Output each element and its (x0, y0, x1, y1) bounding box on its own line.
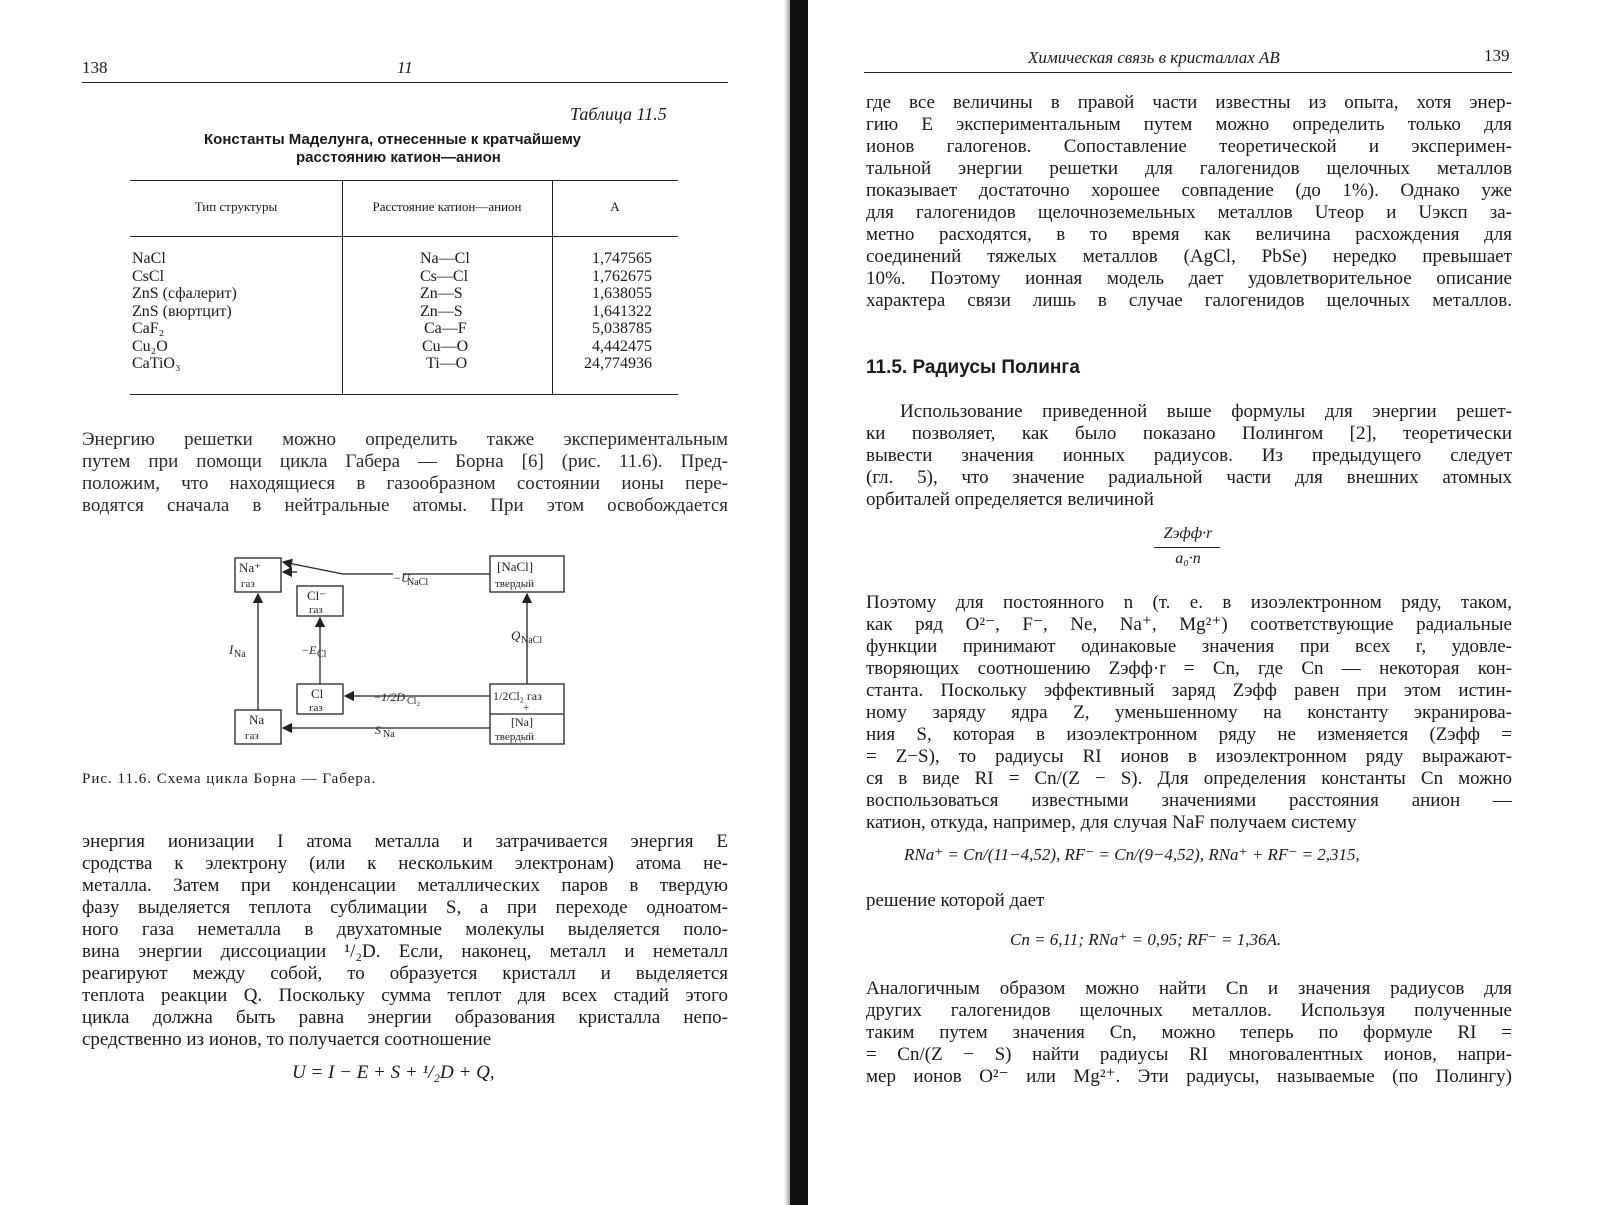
paragraph-haber-born-intro (82, 429, 728, 517)
box-label-nacl: [NaCl] (497, 559, 534, 574)
text-line: металла. Затем при конденсации металлических паров в твердую (82, 875, 728, 896)
text-line: = Z−S), то радиусы RI ионов в изоэлектронном ряду выражают- (866, 746, 1512, 767)
text-line: функции принимают одинаковые значения при всех r, удовле- (866, 636, 1512, 657)
paragraph-isoelectronic (866, 592, 1512, 834)
table-cell-distance: Cu—O (422, 337, 469, 355)
table-cell-distance: Na—Cl (420, 250, 470, 267)
box-label-cl: Cl (311, 686, 324, 701)
label-s-sub: Na (383, 729, 395, 740)
text-line: ионов галогенов. Сопоставление теоретической и эксперимен- (866, 136, 1512, 157)
chapter-number: 11 (397, 58, 413, 77)
table-cell-structure: ZnS (сфалерит) (132, 285, 237, 302)
born-haber-cycle-diagram (225, 550, 570, 750)
text-line: для галогенидов щелочноземельных металлов Uтеор и Uэксп за- (866, 202, 1512, 223)
text-line: 10%. Поэтому ионная модель дает удовлетворительное описание (866, 268, 1512, 289)
paragraph-cycle-description (82, 831, 728, 1051)
box-label-cl-state: газ (309, 702, 323, 714)
box-label-plus: + (523, 702, 530, 714)
table-cell-constant: 4,442475 (592, 337, 652, 355)
text-line: водятся сначала в нейтральные атомы. При этом освобождается (82, 495, 728, 516)
text-line: путем при помощи цикла Габера — Борна [6] (рис. 11.6). Пред- (82, 451, 728, 472)
text-line: теплота реакции Q. Поскольку сумма теплот для всех стадий этого (82, 985, 728, 1006)
text-line: гию E экспериментальным путем можно определить только для (866, 114, 1512, 135)
paragraph-energy-comparison (866, 92, 1512, 312)
label-e: −E (301, 643, 317, 657)
text-line: творяющих соотношению Zэфф·r = Cn, где Cn — некоторая кон- (866, 658, 1512, 679)
label-q: Q (511, 628, 521, 643)
text-line: мер ионов O²⁻ или Mg²⁺. Эти радиусы, называемые (по Полингу) (866, 1066, 1512, 1087)
header-rule-right (864, 72, 1512, 73)
box-label-cl-minus: Cl⁻ (307, 588, 327, 603)
label-i: I (229, 642, 234, 657)
text-line: других галогенидов щелочных металлов. Используя полученные (866, 1000, 1512, 1021)
text-line: Использование приведенной выше формулы для энергии решет- (900, 401, 1512, 422)
table-cell-constant: 1,747565 (592, 250, 652, 267)
text-line: положим, что находящиеся в газообразном состоянии ионы пере- (82, 473, 728, 494)
text-line: станта. Поскольку эффективный заряд Zэфф равен при этом истин- (866, 680, 1512, 701)
table-cell-structure: ZnS (вюртцит) (132, 302, 232, 320)
text-line: ки позволяет, как было показано Полингом [2], теоретически (866, 423, 1512, 444)
table-cell-constant: 1,762675 (592, 267, 652, 285)
formula-naf-system: RNa⁺ = Cn/(11−4,52), RF⁻ = Cn/(9−4,52), RNa⁺ + RF⁻ = 2,315, (904, 845, 1360, 864)
table-title-line1: Константы Маделунга, отнесенные к кратчайшему (204, 131, 581, 148)
table-header-constant: A (610, 199, 620, 214)
text-line: таким путем значения Cn, можно теперь по формуле RI = (866, 1022, 1512, 1043)
solution-intro: решение которой дает (866, 890, 1045, 911)
table-cell-structure: CaF₂ (132, 320, 165, 337)
paragraph-multivalent-radii (866, 978, 1512, 1088)
box-label-na: Na (249, 712, 265, 727)
text-line: (гл. 5), что значение радиальной части для внешних атомных (866, 467, 1512, 488)
table-cell-distance: Zn—S (420, 302, 463, 320)
text-line: ся в виде RI = Cn/(Z − S). Для определения константы Cn можно (866, 768, 1512, 789)
label-e-sub: Cl (317, 649, 327, 660)
table-cell-structure: CsCl (132, 267, 165, 285)
box-label-na-plus-state: газ (241, 578, 255, 590)
box-label-na-solid-state: твердый (495, 731, 535, 743)
label-i-sub: Na (234, 649, 246, 660)
text-line: фазу выделяется теплота сублимации S, а при переходе одноатом- (82, 897, 728, 918)
table-header-structure: Тип структуры (194, 199, 278, 214)
page-number-right: 139 (1484, 46, 1510, 65)
paragraph-pauling-intro (866, 401, 1512, 511)
text-line: показывает достаточно хорошее совпадение (до 1%). Однако уже (866, 180, 1512, 201)
table-header-rule (130, 236, 678, 237)
figure-caption: Рис. 11.6. Схема цикла Борна — Габера. (82, 771, 377, 787)
text-line: Энергию решетки можно определить также экспериментальным (82, 429, 728, 450)
left-page (0, 0, 790, 1205)
text-line: ного газа неметалла в двухатомные молекулы выделяется поло- (82, 919, 728, 940)
page-number-left: 138 (82, 58, 108, 77)
text-line: где все величины в правой части известны из опыта, хотя энер- (866, 92, 1512, 113)
text-line: реагируют между собой, то образуется кристалл и выделяется (82, 963, 728, 984)
table-cell-constant: 5,038785 (592, 320, 652, 337)
text-line: соединений тяжелых металлов (AgCl, PbSe) нередко превышает (866, 246, 1512, 267)
text-line: цикла должна быть равна энергии образования кристалла непо- (82, 1007, 728, 1028)
text-line: характера связи лишь в случае галогенидов щелочных металлов. (866, 290, 1512, 311)
section-heading: 11.5. Радиусы Полинга (866, 357, 1080, 378)
box-label-na-state: газ (245, 730, 259, 742)
table-cell-constant: 1,641322 (592, 302, 652, 320)
text-line: средственно из ионов, то получается соотношение (82, 1029, 492, 1050)
label-s: S (375, 723, 381, 737)
text-line: метно расходятся, в то время как величина расхождения для (866, 224, 1512, 245)
table-top-rule (130, 180, 678, 181)
box-label-na-plus: Na⁺ (239, 560, 262, 575)
table-cell-distance: Zn—S (420, 285, 463, 302)
box-label-nacl-state: твердый (495, 578, 535, 590)
fraction-numerator: Zэфф·r (1163, 525, 1213, 542)
text-line: воспользоваться известными значениями расстояния анион — (866, 790, 1512, 811)
text-line: вывести значения ионных радиусов. Из предыдущего следует (866, 445, 1512, 466)
text-line: тальной энергии решетки для галогенидов щелочных металлов (866, 158, 1512, 179)
table-label: Таблица 11.5 (570, 104, 667, 124)
table-cell-structure: Cu₂O (132, 337, 168, 355)
right-page (808, 0, 1600, 1205)
running-title: Химическая связь в кристаллах AB (1028, 48, 1280, 67)
madelung-table (130, 180, 678, 394)
label-q-sub: NaCl (521, 635, 543, 646)
table-cell-structure: NaCl (132, 250, 166, 267)
label-half-d-sub: Cl₂ (407, 696, 420, 707)
text-line: вина энергии диссоциации ¹/₂D. Если, наконец, металл и неметалл (82, 941, 728, 962)
box-label-na-solid: [Na] (511, 715, 533, 729)
label-u: −U (393, 571, 410, 585)
label-u-sub: NaCl (407, 577, 429, 588)
table-cell-distance: Ti—O (426, 355, 468, 372)
fraction-bar (1154, 547, 1220, 548)
text-line: Поэтому для постоянного n (т. е. в изоэлектронном ряду, таком, (866, 592, 1512, 613)
text-line: орбиталей определяется величиной (866, 489, 1154, 510)
fraction-denominator: a₀·n (1175, 550, 1201, 567)
text-line: сродства к электрону (или к нескольким электронам) атома не- (82, 853, 728, 874)
table-cell-constant: 1,638055 (592, 285, 652, 302)
box-label-half-cl2: 1/2Cl₂ газ (493, 689, 542, 703)
box-label-cl-minus-state: газ (309, 604, 323, 616)
formula-solution: Cn = 6,11; RNa⁺ = 0,95; RF⁻ = 1,36A. (1010, 930, 1282, 949)
table-cell-distance: Cs—Cl (420, 267, 469, 285)
table-cell-distance: Ca—F (424, 320, 467, 337)
formula-lattice-energy: U = I − E + S + ¹/₂D + Q, (292, 1062, 495, 1083)
table-header-distance: Расстояние катион—анион (372, 199, 522, 214)
text-line: ния S, которая в изоэлектронном ряду не изменяется (Zэфф = (866, 724, 1512, 745)
label-half-d: −1/2D (373, 690, 406, 704)
table-bottom-rule (130, 394, 678, 395)
text-line: как ряд O²⁻, F⁻, Ne, Na⁺, Mg²⁺) соответствующие радиальные (866, 614, 1512, 635)
header-rule-left (82, 82, 728, 83)
table-title-line2: расстоянию катион—анион (296, 149, 501, 166)
table-cell-structure: CaTiO₃ (132, 355, 181, 372)
text-line: катион, откуда, например, для случая NaF получаем систему (866, 812, 1357, 833)
text-line: Аналогичным образом можно найти Cn и значения радиусов для (866, 978, 1512, 999)
text-line: энергия ионизации I атома металла и затрачивается энергия E (82, 831, 728, 852)
book-gutter (790, 0, 808, 1205)
table-cell-constant: 24,774936 (584, 355, 652, 372)
text-line: = Cn/(Z − S) найти радиусы RI многовалентных ионов, напри- (866, 1044, 1512, 1065)
text-line: ному заряду ядра Z, уменьшенному на константу экранирова- (866, 702, 1512, 723)
